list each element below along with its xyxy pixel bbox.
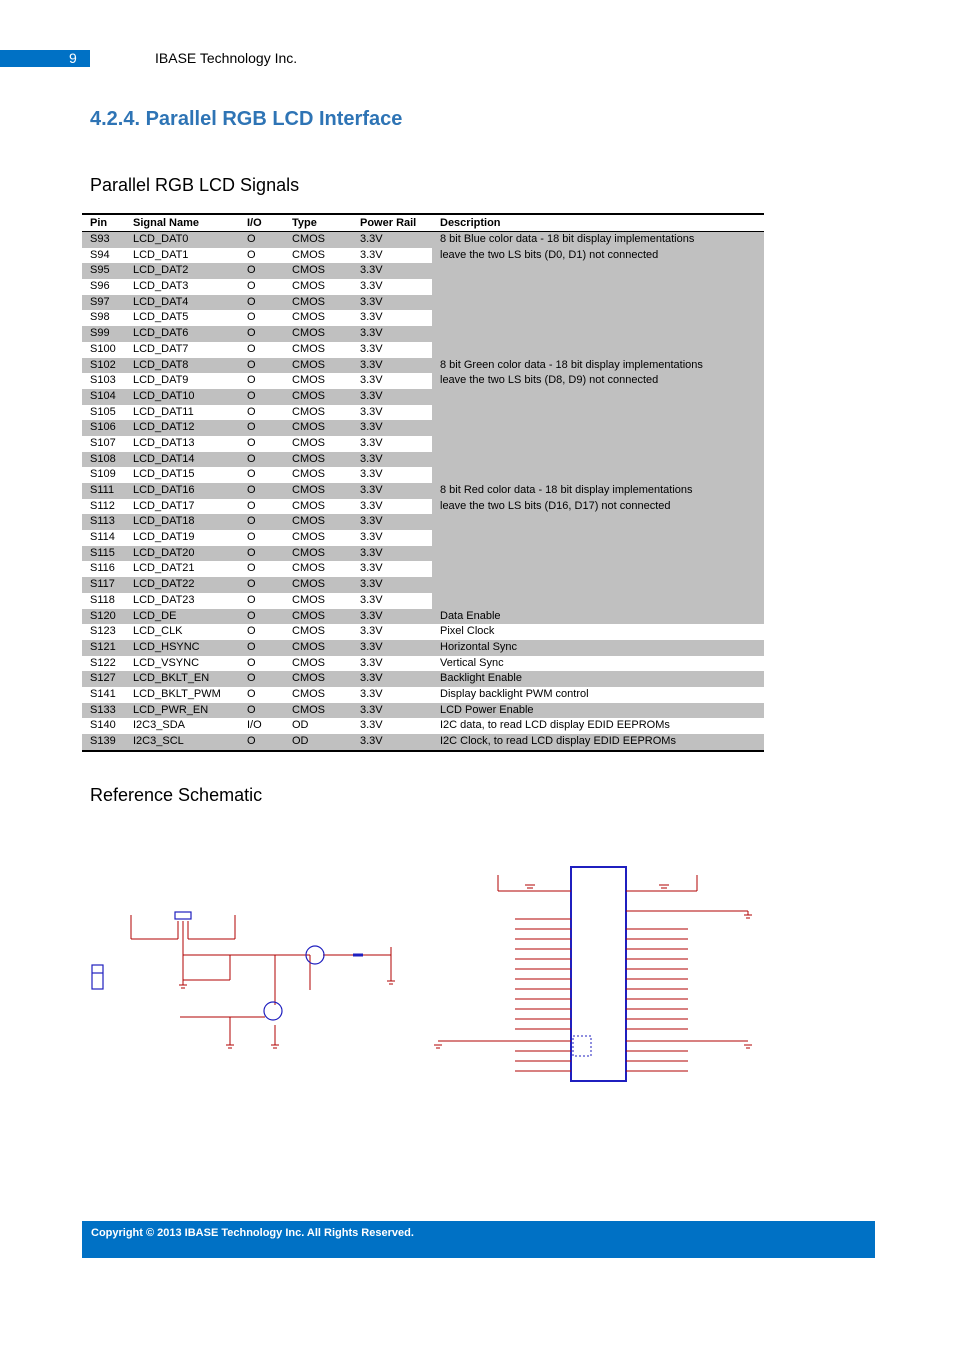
- table-row: [82, 499, 764, 515]
- cell-desc: [432, 342, 764, 358]
- cell-signal: LCD_BKLT_PWM: [133, 687, 221, 700]
- cell-desc: leave the two LS bits (D8, D9) not connected: [432, 373, 764, 389]
- cell-rail: 3.3V: [352, 640, 432, 656]
- signals-table: [82, 213, 764, 752]
- table-row: [82, 718, 764, 734]
- cell-rail: 3.3V: [352, 577, 432, 593]
- cell-rail: 3.3V: [352, 546, 432, 562]
- cell-signal: LCD_DAT3: [133, 280, 189, 293]
- connector-inner-block: [573, 1036, 591, 1056]
- cell-pin: S93: [82, 232, 125, 248]
- table-row: [82, 358, 764, 374]
- cell-type: CMOS: [284, 577, 352, 593]
- cell-desc: [432, 546, 764, 562]
- cell-io: O: [239, 295, 284, 311]
- cell-pin: S107: [90, 436, 116, 449]
- cell-rail: 3.3V: [360, 248, 383, 261]
- cell-desc: [432, 530, 764, 546]
- table-row: [82, 279, 764, 295]
- connector-grounds: [434, 885, 752, 1048]
- cell-io: O: [247, 248, 256, 261]
- cell-pin: S105: [90, 405, 116, 418]
- header-pin: Pin: [82, 214, 125, 232]
- table-row: [82, 703, 764, 719]
- cell-type: CMOS: [292, 625, 325, 638]
- cell-type: CMOS: [292, 656, 325, 669]
- table-row: [82, 436, 764, 452]
- cell-signal: I2C3_SCL: [125, 734, 239, 751]
- backlight-circuit: [131, 915, 391, 1045]
- cell-desc: leave the two LS bits (D16, D17) not connected: [432, 499, 764, 515]
- cell-rail: 3.3V: [352, 514, 432, 530]
- cell-desc: [432, 452, 764, 468]
- cell-pin: S127: [82, 671, 125, 687]
- cell-io: O: [247, 374, 256, 387]
- cell-io: O: [239, 734, 284, 751]
- cell-io: O: [239, 263, 284, 279]
- cell-pin: S108: [82, 452, 125, 468]
- table-row: [82, 514, 764, 530]
- cell-signal: LCD_DAT11: [133, 405, 194, 418]
- table-row: [82, 687, 764, 703]
- table-row: [82, 420, 764, 436]
- cell-pin: S122: [90, 656, 116, 669]
- cell-desc: [432, 263, 764, 279]
- cell-type: CMOS: [284, 358, 352, 374]
- cell-io: O: [247, 499, 256, 512]
- table-row: [82, 232, 764, 248]
- cell-rail: 3.3V: [352, 232, 432, 248]
- cell-type: OD: [284, 734, 352, 751]
- cell-signal: LCD_DAT16: [125, 483, 239, 499]
- cell-io: O: [247, 656, 256, 669]
- cell-pin: S109: [90, 468, 116, 481]
- cell-rail: 3.3V: [352, 326, 432, 342]
- cell-rail: 3.3V: [360, 656, 383, 669]
- cell-desc: [432, 467, 764, 483]
- cell-desc: [432, 514, 764, 530]
- cell-type: CMOS: [292, 342, 325, 355]
- cell-desc: [432, 577, 764, 593]
- cell-type: CMOS: [292, 499, 325, 512]
- cell-io: O: [239, 577, 284, 593]
- cell-type: CMOS: [292, 687, 325, 700]
- table-row: [82, 624, 764, 640]
- page-number: 9: [69, 50, 77, 66]
- schematic-heading: Reference Schematic: [90, 785, 263, 805]
- table-header-row: [82, 214, 764, 232]
- cell-type: CMOS: [292, 248, 325, 261]
- cell-signal: LCD_DAT20: [125, 546, 239, 562]
- company-name: IBASE Technology Inc.: [155, 50, 298, 66]
- cell-desc: [432, 326, 764, 342]
- header-signal-name: Signal Name: [125, 214, 239, 232]
- cell-io: O: [247, 436, 256, 449]
- table-row: [82, 310, 764, 326]
- cell-type: CMOS: [292, 468, 325, 481]
- ground-symbols: [179, 981, 395, 1048]
- cell-type: CMOS: [284, 420, 352, 436]
- cell-type: CMOS: [292, 280, 325, 293]
- cell-rail: 3.3V: [352, 358, 432, 374]
- cell-io: O: [247, 593, 256, 606]
- cell-rail: 3.3V: [352, 263, 432, 279]
- table-row: [82, 593, 764, 609]
- cell-desc: 8 bit Red color data - 18 bit display implementations: [432, 483, 764, 499]
- cell-io: O: [247, 311, 256, 324]
- cell-rail: 3.3V: [360, 719, 383, 732]
- table-row: [82, 295, 764, 311]
- cell-rail: 3.3V: [360, 342, 383, 355]
- cell-pin: S141: [90, 687, 116, 700]
- cell-type: CMOS: [284, 389, 352, 405]
- cell-pin: S140: [90, 719, 116, 732]
- cell-signal: LCD_DAT17: [133, 499, 195, 512]
- cell-pin: S116: [90, 562, 115, 575]
- cell-signal: LCD_DAT9: [133, 374, 189, 387]
- cell-signal: LCD_DE: [125, 609, 239, 625]
- cell-rail: 3.3V: [360, 593, 383, 606]
- cell-desc: [432, 295, 764, 311]
- cell-pin: S111: [82, 483, 125, 499]
- cell-signal: LCD_BKLT_EN: [125, 671, 239, 687]
- cell-type: CMOS: [292, 593, 325, 606]
- cell-desc: [432, 436, 764, 452]
- cell-type: CMOS: [292, 405, 325, 418]
- cell-desc: [432, 310, 764, 326]
- table-row: [82, 326, 764, 342]
- cell-io: O: [239, 452, 284, 468]
- cell-rail: 3.3V: [360, 311, 383, 324]
- table-row: [82, 342, 764, 358]
- cell-rail: 3.3V: [360, 562, 383, 575]
- cell-signal: LCD_DAT0: [125, 232, 239, 248]
- cell-type: CMOS: [284, 295, 352, 311]
- cell-rail: 3.3V: [360, 531, 383, 544]
- cell-rail: 3.3V: [352, 483, 432, 499]
- cell-desc: I2C Clock, to read LCD display EDID EEPROMs: [432, 734, 764, 751]
- cell-signal: LCD_DAT7: [133, 342, 189, 355]
- cell-desc: LCD Power Enable: [432, 703, 764, 719]
- cell-pin: S123: [90, 625, 116, 638]
- cell-signal: LCD_DAT10: [125, 389, 239, 405]
- cell-rail: 3.3V: [352, 671, 432, 687]
- cell-pin: S95: [82, 263, 125, 279]
- cell-signal: LCD_VSYNC: [133, 656, 200, 669]
- cell-desc: Data Enable: [432, 609, 764, 625]
- table-row: [82, 546, 764, 562]
- header-power-rail: Power Rail: [352, 214, 432, 232]
- cell-signal: LCD_DAT12: [125, 420, 239, 436]
- cell-pin: S118: [90, 593, 115, 606]
- backlight-parts: [92, 912, 363, 1020]
- cell-pin: S120: [82, 609, 125, 625]
- cell-rail: 3.3V: [360, 499, 383, 512]
- cell-pin: S98: [90, 311, 110, 324]
- header-description: Description: [432, 214, 764, 232]
- cell-rail: 3.3V: [360, 280, 383, 293]
- cell-signal: LCD_CLK: [133, 625, 183, 638]
- cell-pin: S96: [90, 280, 110, 293]
- table-row: [82, 671, 764, 687]
- cell-io: O: [239, 546, 284, 562]
- header-io: I/O: [239, 214, 284, 232]
- cell-signal: LCD_DAT14: [125, 452, 239, 468]
- cell-io: O: [239, 703, 284, 719]
- reference-schematic: [85, 855, 765, 1090]
- cell-signal: LCD_DAT19: [133, 531, 195, 544]
- cell-io: O: [239, 609, 284, 625]
- cell-rail: 3.3V: [352, 609, 432, 625]
- table-row: [82, 467, 764, 483]
- cell-pin: S94: [90, 248, 110, 261]
- cell-rail: 3.3V: [352, 703, 432, 719]
- cell-type: CMOS: [284, 640, 352, 656]
- cell-rail: 3.3V: [360, 625, 383, 638]
- cell-rail: 3.3V: [352, 452, 432, 468]
- cell-desc: [432, 561, 764, 577]
- cell-type: CMOS: [284, 452, 352, 468]
- cell-rail: 3.3V: [360, 405, 383, 418]
- cell-pin: S121: [82, 640, 125, 656]
- cell-signal: LCD_DAT8: [125, 358, 239, 374]
- cell-io: O: [239, 483, 284, 499]
- connector-left-pins: [438, 875, 571, 1071]
- cell-pin: S102: [82, 358, 125, 374]
- table-row: [82, 248, 764, 264]
- cell-io: O: [247, 342, 256, 355]
- cell-io: O: [247, 562, 256, 575]
- cell-desc: [432, 593, 764, 609]
- cell-signal: LCD_DAT4: [125, 295, 239, 311]
- cell-rail: 3.3V: [352, 734, 432, 751]
- cell-signal: LCD_DAT5: [133, 311, 189, 324]
- cell-rail: 3.3V: [360, 436, 383, 449]
- cell-type: CMOS: [284, 263, 352, 279]
- cell-type: CMOS: [284, 483, 352, 499]
- cell-pin: S104: [82, 389, 125, 405]
- cell-type: CMOS: [292, 374, 325, 387]
- cell-desc: Pixel Clock: [440, 625, 495, 638]
- cell-desc: [432, 389, 764, 405]
- table-row: [82, 561, 764, 577]
- cell-type: CMOS: [292, 311, 325, 324]
- table-row: [82, 577, 764, 593]
- cell-rail: 3.3V: [352, 420, 432, 436]
- table-row: [82, 609, 764, 625]
- table-row: [82, 530, 764, 546]
- cell-type: CMOS: [292, 436, 325, 449]
- cell-io: O: [247, 280, 256, 293]
- cell-type: CMOS: [284, 703, 352, 719]
- cell-type: OD: [292, 719, 309, 732]
- cell-pin: S115: [82, 546, 125, 562]
- table-row: [82, 483, 764, 499]
- cell-io: O: [239, 389, 284, 405]
- cell-desc: [432, 405, 764, 421]
- connector-right-pins: [626, 875, 748, 1071]
- cell-signal: LCD_DAT6: [125, 326, 239, 342]
- table-row: [82, 373, 764, 389]
- cell-pin: S97: [82, 295, 125, 311]
- cell-io: O: [239, 326, 284, 342]
- cell-desc: [432, 420, 764, 436]
- cell-rail: 3.3V: [360, 374, 383, 387]
- section-title: 4.2.4. Parallel RGB LCD Interface: [90, 108, 403, 130]
- cell-pin: S99: [82, 326, 125, 342]
- cell-signal: LCD_DAT13: [133, 436, 195, 449]
- header-type: Type: [284, 214, 352, 232]
- cell-pin: S106: [82, 420, 125, 436]
- cell-pin: S133: [82, 703, 125, 719]
- cell-signal: I2C3_SDA: [133, 719, 185, 732]
- cell-io: O: [239, 358, 284, 374]
- cell-rail: 3.3V: [352, 389, 432, 405]
- cell-pin: S112: [90, 499, 115, 512]
- table-row: [82, 405, 764, 421]
- cell-desc: [432, 279, 764, 295]
- table-row: [82, 263, 764, 279]
- cell-io: O: [239, 514, 284, 530]
- cell-pin: S100: [90, 342, 116, 355]
- cell-pin: S113: [82, 514, 125, 530]
- cell-desc: Display backlight PWM control: [440, 687, 589, 700]
- cell-type: CMOS: [284, 609, 352, 625]
- cell-rail: 3.3V: [352, 295, 432, 311]
- lcd-connector-circuit: [434, 867, 752, 1081]
- cell-desc: leave the two LS bits (D0, D1) not connected: [432, 248, 764, 264]
- table-row: [82, 389, 764, 405]
- cell-signal: LCD_DAT22: [125, 577, 239, 593]
- cell-type: CMOS: [292, 531, 325, 544]
- cell-rail: 3.3V: [360, 468, 383, 481]
- cell-desc: I2C data, to read LCD display EDID EEPROMs: [440, 719, 670, 732]
- cell-signal: LCD_DAT18: [125, 514, 239, 530]
- cell-io: O: [239, 671, 284, 687]
- copyright-text: Copyright © 2013 IBASE Technology Inc. All Rights Reserved.: [91, 1227, 414, 1239]
- cell-type: CMOS: [284, 326, 352, 342]
- cell-pin: S117: [82, 577, 125, 593]
- cell-signal: LCD_DAT1: [133, 248, 189, 261]
- cell-desc: Vertical Sync: [440, 656, 504, 669]
- cell-type: CMOS: [284, 232, 352, 248]
- cell-type: CMOS: [284, 671, 352, 687]
- cell-type: CMOS: [284, 546, 352, 562]
- cell-pin: S103: [90, 374, 116, 387]
- lcd-connector-body: [571, 867, 626, 1081]
- table-row: [82, 640, 764, 656]
- cell-signal: LCD_PWR_EN: [125, 703, 239, 719]
- cell-type: CMOS: [292, 562, 325, 575]
- signals-heading: Parallel RGB LCD Signals: [90, 175, 300, 195]
- table-row: [82, 656, 764, 672]
- cell-type: CMOS: [284, 514, 352, 530]
- cell-io: O: [247, 687, 256, 700]
- cell-io: O: [247, 531, 256, 544]
- cell-signal: LCD_HSYNC: [125, 640, 239, 656]
- cell-desc: 8 bit Blue color data - 18 bit display implementations: [432, 232, 764, 248]
- cell-signal: LCD_DAT15: [133, 468, 195, 481]
- cell-signal: LCD_DAT23: [133, 593, 195, 606]
- cell-io: O: [247, 468, 256, 481]
- cell-io: O: [239, 420, 284, 436]
- cell-io: O: [239, 640, 284, 656]
- cell-desc: Horizontal Sync: [432, 640, 764, 656]
- cell-io: O: [247, 625, 256, 638]
- cell-desc: 8 bit Green color data - 18 bit display implementations: [432, 358, 764, 374]
- cell-io: O: [247, 405, 256, 418]
- cell-pin: S139: [82, 734, 125, 751]
- cell-rail: 3.3V: [360, 687, 383, 700]
- table-row: [82, 734, 764, 751]
- cell-signal: LCD_DAT2: [125, 263, 239, 279]
- cell-signal: LCD_DAT21: [133, 562, 195, 575]
- cell-io: I/O: [247, 719, 262, 732]
- cell-io: O: [239, 232, 284, 248]
- table-row: [82, 452, 764, 468]
- cell-pin: S114: [90, 531, 115, 544]
- cell-desc: Backlight Enable: [432, 671, 764, 687]
